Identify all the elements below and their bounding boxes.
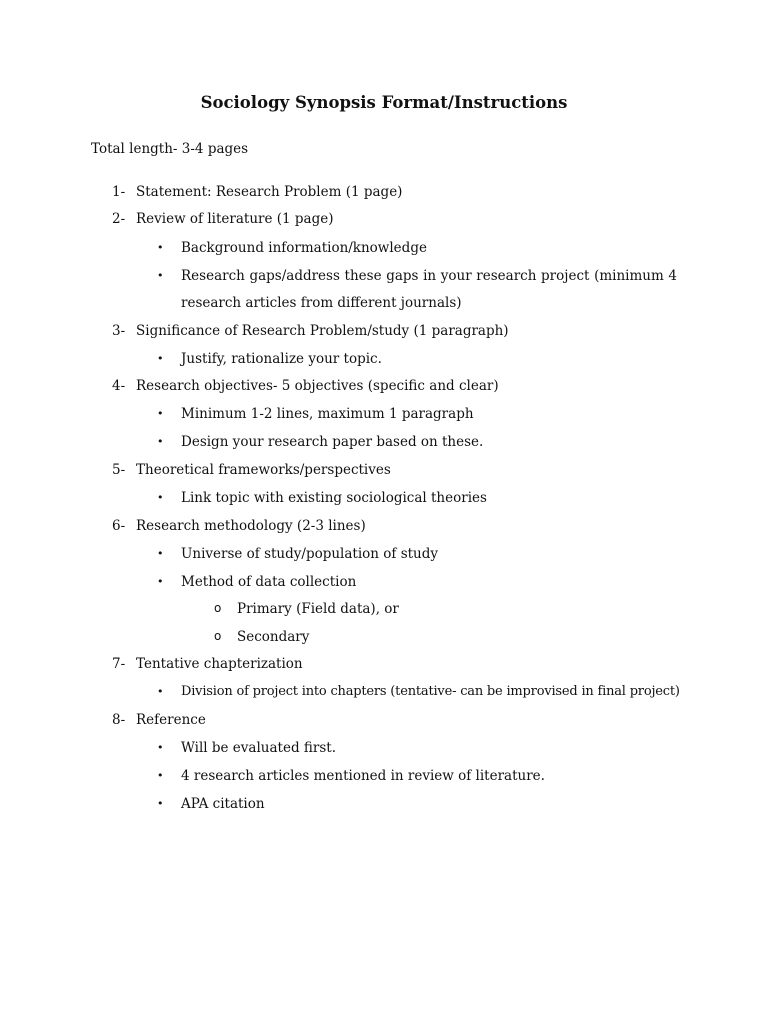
circle-bullet-icon: o (214, 601, 222, 615)
bullet-icon: • (157, 797, 164, 810)
bullet-icon: • (157, 769, 164, 782)
section-number: 2- (112, 211, 126, 227)
bullet-icon: • (157, 547, 164, 560)
bullet-icon: • (157, 435, 164, 448)
section-number: 4- (112, 378, 126, 394)
bullet-item: 4 research articles mentioned in review of literature. (181, 768, 545, 784)
total-length-note: Total length- 3-4 pages (91, 141, 249, 157)
bullet-item: Design your research paper based on these. (181, 434, 484, 450)
bullet-icon: • (157, 685, 164, 698)
bullet-item: Justify, rationalize your topic. (181, 351, 382, 367)
section-heading: Theoretical frameworks/perspectives (136, 462, 391, 478)
section-number: 6- (112, 518, 126, 534)
sub-item: Primary (Field data), or (237, 601, 399, 617)
section-heading: Research methodology (2-3 lines) (136, 518, 366, 534)
document-title: Sociology Synopsis Format/Instructions (200, 93, 568, 112)
bullet-icon: • (157, 352, 164, 365)
sub-item: Secondary (237, 629, 310, 645)
bullet-item: Research gaps/address these gaps in your research project (minimum 4 (181, 268, 677, 284)
bullet-item: Will be evaluated first. (181, 740, 336, 756)
bullet-icon: • (157, 575, 164, 588)
section-number: 3- (112, 323, 126, 339)
bullet-item: Method of data collection (181, 574, 357, 590)
bullet-item: Background information/knowledge (181, 240, 427, 256)
bullet-item: Link topic with existing sociological theories (181, 490, 487, 506)
bullet-item-continued: research articles from different journals) (181, 295, 462, 311)
bullet-icon: • (157, 491, 164, 504)
section-heading: Research objectives- 5 objectives (specific and clear) (136, 378, 499, 394)
section-heading: Statement: Research Problem (1 page) (136, 184, 403, 200)
bullet-icon: • (157, 241, 164, 254)
section-heading: Significance of Research Problem/study (1 paragraph) (136, 323, 509, 339)
bullet-item: Division of project into chapters (tentative- can be improvised in final project) (181, 684, 680, 699)
section-number: 1- (112, 184, 126, 200)
bullet-item: Universe of study/population of study (181, 546, 439, 562)
bullet-item: Minimum 1-2 lines, maximum 1 paragraph (181, 406, 474, 422)
bullet-icon: • (157, 269, 164, 282)
section-heading: Tentative chapterization (136, 656, 303, 672)
section-number: 8- (112, 712, 126, 728)
section-heading: Reference (136, 712, 206, 728)
bullet-icon: • (157, 741, 164, 754)
section-heading: Review of literature (1 page) (136, 211, 334, 227)
bullet-item: APA citation (181, 796, 265, 812)
section-number: 7- (112, 656, 126, 672)
section-number: 5- (112, 462, 126, 478)
bullet-icon: • (157, 407, 164, 420)
circle-bullet-icon: o (214, 629, 222, 643)
